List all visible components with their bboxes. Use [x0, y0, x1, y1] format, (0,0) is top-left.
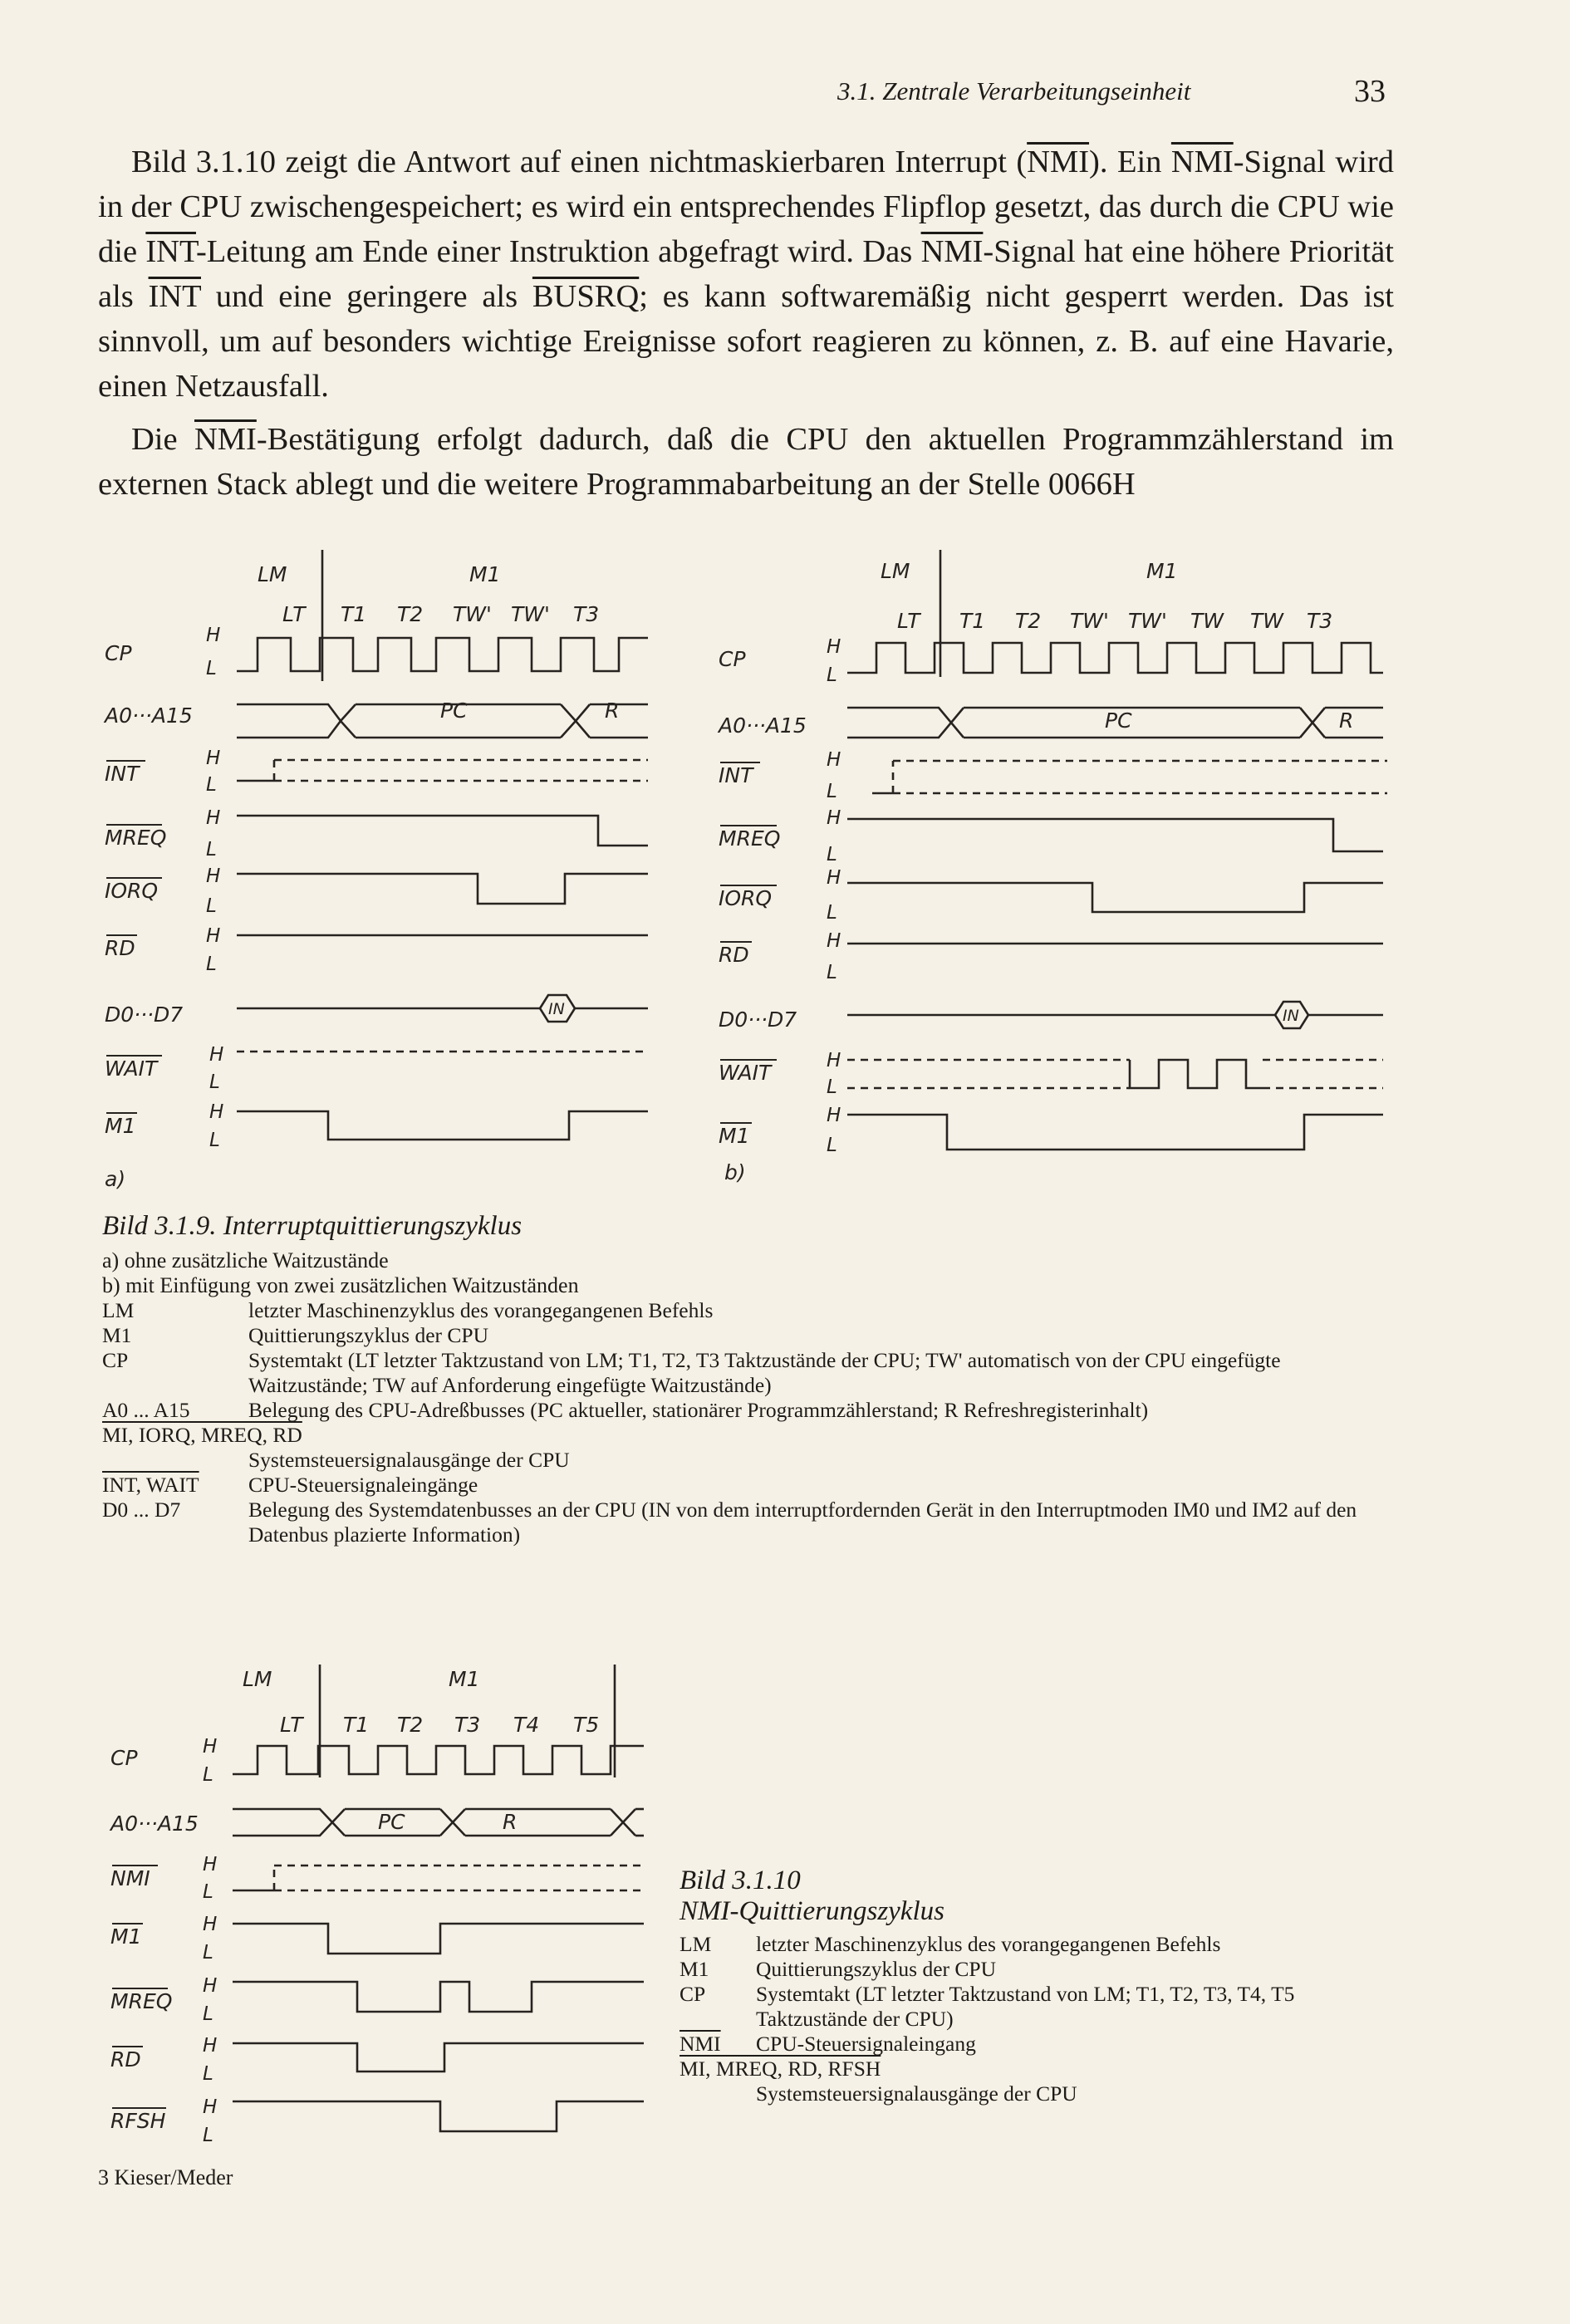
svg-text:H: H [206, 925, 221, 947]
svg-text:WAIT: WAIT [719, 1061, 772, 1085]
svg-text:H: H [203, 1736, 218, 1758]
svg-text:H: H [206, 807, 221, 829]
svg-text:D0···D7: D0···D7 [105, 1003, 184, 1027]
svg-text:L: L [827, 902, 837, 924]
svg-text:A0···A15: A0···A15 [105, 704, 193, 728]
svg-text:b): b) [724, 1160, 746, 1184]
svg-text:T4: T4 [513, 1713, 540, 1737]
svg-text:L: L [209, 1130, 220, 1151]
svg-text:INT: INT [719, 763, 753, 787]
svg-text:L: L [206, 954, 217, 975]
svg-text:H: H [203, 1854, 218, 1875]
svg-text:M1: M1 [449, 1667, 480, 1691]
svg-text:LM: LM [881, 559, 910, 583]
svg-text:H: H [203, 1914, 218, 1935]
caption-legend-2: LM letzter Maschinenzyklus des vorangegangenen Befehls M1 Quittierungszyklus der CPU CP Systemtakt (LT letzter Taktzustand von LM; T1, T2, T3, T4, T5 Taktzustände der CPU) $\overline{NMI}$ CPU-Steuersignaleingang MI, MREQ, RD, RFSH Systemsteuersignalausgänge der CPU [680, 1932, 1295, 2106]
body-paragraph-2: Die $\overline{NMI}$-Bestätigung erfolgt dadurch, daß die CPU den aktuellen Programmzählerstand im externen Stack ablegt und die weitere Programmabarbeitung an der Stelle 0066H [98, 422, 1394, 502]
svg-text:H: H [827, 1105, 841, 1126]
svg-text:TW: TW [1250, 609, 1283, 633]
svg-text:H: H [827, 867, 841, 889]
svg-text:L: L [827, 1076, 837, 1098]
svg-text:TW': TW' [453, 602, 492, 626]
figure-caption-3-1-9: Bild 3.1.9. Interruptquittierungszyklus a) ohne zusätzliche Waitzustände b) mit Einfügung von zwei zusätzlichen Waitzuständen LM letzter Maschinenzyklus des vorangegangenen Befehls M1 Quittierungszyklus der CPU CP Systemtakt (LT letzter Taktzustand von LM; T1, T2, T3 Taktzustände der CPU; TW' automatisch von der CPU eingefügte Waitzustände; TW auf Anforderung eingefügte Waitzustände) A0 ... A15 Belegung des CPU-Adreßbusses (PC aktueller, stationärer Programmzählerstand; R Refreshregisterinhalt) MI, IORQ, MREQ, RD Systemsteuersignalausgänge der CPU INT, WAIT CPU-Steuersignaleingänge D0 ... D7 Belegung des Systemdatenbusses an der CPU (IN von dem interruptfordernden Gerät in den Interruptmoden IM0 und IM2 auf den Datenbus plazierte Information) [102, 1211, 1398, 1547]
svg-text:L: L [203, 2003, 213, 2025]
footer-signature: 3 Kieser/Meder [98, 2165, 233, 2189]
svg-text:H: H [827, 930, 841, 952]
svg-text:L: L [827, 781, 837, 802]
svg-text:L: L [827, 664, 837, 686]
svg-text:WAIT: WAIT [105, 1057, 158, 1081]
svg-text:T5: T5 [573, 1713, 600, 1737]
svg-text:M1: M1 [105, 1114, 136, 1138]
svg-text:INT: INT [105, 762, 140, 786]
svg-text:T3: T3 [1307, 609, 1333, 633]
svg-text:H: H [827, 807, 841, 829]
svg-text:RD: RD [105, 936, 135, 960]
svg-text:TW': TW' [1128, 609, 1167, 633]
svg-text:T1: T1 [343, 1713, 370, 1737]
cp-waveform-a [237, 638, 648, 671]
svg-text:a): a) [105, 1167, 126, 1191]
svg-text:H: H [827, 636, 841, 658]
svg-text:L: L [203, 1764, 213, 1786]
svg-text:L: L [206, 839, 217, 860]
svg-text:R: R [1339, 708, 1354, 733]
svg-text:H: H [209, 1101, 224, 1123]
svg-text:L: L [203, 1942, 213, 1964]
svg-text:L: L [203, 2125, 213, 2146]
caption-title-2: Bild 3.1.10 [680, 1866, 801, 1895]
svg-text:LM: LM [243, 1667, 272, 1691]
figure-caption-3-1-10: Bild 3.1.10 NMI-Quittierungszyklus LM letzter Maschinenzyklus des vorangegangenen Befehls M1 Quittierungszyklus der CPU CP Systemtakt (LT letzter Taktzustand von LM; T1, T2, T3, T4, T5 Taktzustände der CPU) $\overline{NMI}$ CPU-Steuersignaleingang MI, MREQ, RD, RFSH Systemsteuersignalausgänge der CPU [680, 1866, 1411, 2106]
svg-text:MREQ: MREQ [105, 826, 167, 850]
running-header: 3.1. Zentrale Verarbeitungseinheit [837, 76, 1191, 105]
svg-text:CP: CP [719, 647, 746, 671]
svg-text:L: L [209, 1071, 220, 1093]
svg-text:IORQ: IORQ [105, 879, 159, 903]
svg-text:TW': TW' [1070, 609, 1109, 633]
svg-text:T1: T1 [959, 609, 986, 633]
svg-text:H: H [206, 748, 221, 769]
svg-text:L: L [206, 774, 217, 796]
lm-label-a: LM [258, 562, 287, 586]
svg-text:IORQ: IORQ [719, 886, 773, 910]
svg-text:H: H [827, 749, 841, 771]
svg-text:NMI: NMI [110, 1866, 150, 1890]
svg-text:D0···D7: D0···D7 [719, 1008, 797, 1032]
svg-text:IN: IN [1283, 1007, 1299, 1025]
svg-text:L: L [827, 962, 837, 983]
svg-text:TW': TW' [511, 602, 550, 626]
svg-text:H: H [206, 625, 221, 646]
svg-text:H: H [827, 1050, 841, 1071]
svg-text:MREQ: MREQ [719, 826, 781, 851]
svg-text:T1: T1 [341, 602, 367, 626]
svg-text:L: L [827, 844, 837, 865]
svg-text:L: L [206, 895, 217, 917]
svg-text:L: L [203, 1881, 213, 1903]
svg-text:IN: IN [548, 1000, 565, 1018]
svg-text:T3: T3 [573, 602, 600, 626]
svg-text:H: H [203, 2096, 218, 2118]
svg-text:L: L [827, 1135, 837, 1156]
svg-text:TW: TW [1190, 609, 1224, 633]
svg-text:H: H [203, 1975, 218, 1997]
svg-text:R: R [503, 1810, 518, 1834]
caption-legend: LM letzter Maschinenzyklus des vorangegangenen Befehls M1 Quittierungszyklus der CPU CP Systemtakt (LT letzter Taktzustand von LM; T1, T2, T3 Taktzustände der CPU; TW' automatisch von der CPU eingefügte Waitzustände; TW auf Anforderung eingefügte Waitzustände) A0 ... A15 Belegung des CPU-Adreßbusses (PC aktueller, stationärer Programmzählerstand; R Refreshregisterinhalt) MI, IORQ, MREQ, RD Systemsteuersignalausgänge der CPU INT, WAIT CPU-Steuersignaleingänge D0 ... D7 Belegung des Systemdatenbusses an der CPU (IN von dem interruptfordernden Gerät in den Interruptmoden IM0 und IM2 auf den Datenbus plazierte Information) [102, 1298, 1357, 1547]
svg-text:RD: RD [110, 2047, 141, 2071]
svg-text:RD: RD [719, 943, 749, 967]
svg-text:PC: PC [440, 699, 468, 723]
svg-text:T2: T2 [397, 602, 424, 626]
svg-text:T3: T3 [454, 1713, 481, 1737]
svg-text:M1: M1 [110, 1924, 142, 1949]
svg-text:T2: T2 [1015, 609, 1042, 633]
svg-text:M1: M1 [719, 1124, 750, 1148]
svg-text:A0···A15: A0···A15 [719, 713, 807, 738]
m1-label-a: M1 [469, 562, 501, 586]
svg-text:M1: M1 [1146, 559, 1178, 583]
svg-text:PC: PC [1105, 708, 1132, 733]
svg-text:L: L [203, 2063, 213, 2085]
page-number: 33 [1354, 74, 1386, 109]
svg-text:MREQ: MREQ [110, 1989, 173, 2013]
svg-text:A0···A15: A0···A15 [110, 1812, 199, 1836]
svg-text:CP: CP [110, 1746, 138, 1770]
svg-text:L: L [206, 658, 217, 679]
body-paragraph-1: Bild 3.1.10 zeigt die Antwort auf einen nichtmaskierbaren Interrupt $(\overline{NMI})$. Ein $\overline{NMI}$-Signal wird in der CPU zwischengespeichert; es wird ein entsprechendes Flipflop gesetzt, das durch die CPU wie die $\overline{INT}$-Leitung am Ende einer Instruktion abgefragt wird. Das $\overline{NMI}$-Signal hat eine höhere Priorität als $\overline{INT}$ und eine geringere als BUSRQ; es kann softwaremäßig nicht gesperrt werden. Das ist sinnvoll, um auf besonders wichtige Ereignisse sofort reagieren zu können, z. B. auf eine Havarie, einen Netzausfall. [98, 145, 1394, 404]
svg-text:LT: LT [280, 1713, 303, 1737]
caption-title: Bild 3.1.9. Interruptquittierungszyklus [102, 1211, 523, 1241]
svg-text:RFSH: RFSH [110, 2109, 166, 2133]
svg-text:R: R [605, 699, 620, 723]
svg-text:LT: LT [282, 602, 306, 626]
svg-text:H: H [206, 865, 221, 887]
svg-text:T2: T2 [397, 1713, 424, 1737]
svg-text:H: H [203, 2035, 218, 2057]
svg-text:PC: PC [378, 1810, 405, 1834]
svg-text:CP: CP [105, 641, 132, 665]
svg-text:LT: LT [897, 609, 920, 633]
svg-text:H: H [209, 1044, 224, 1066]
